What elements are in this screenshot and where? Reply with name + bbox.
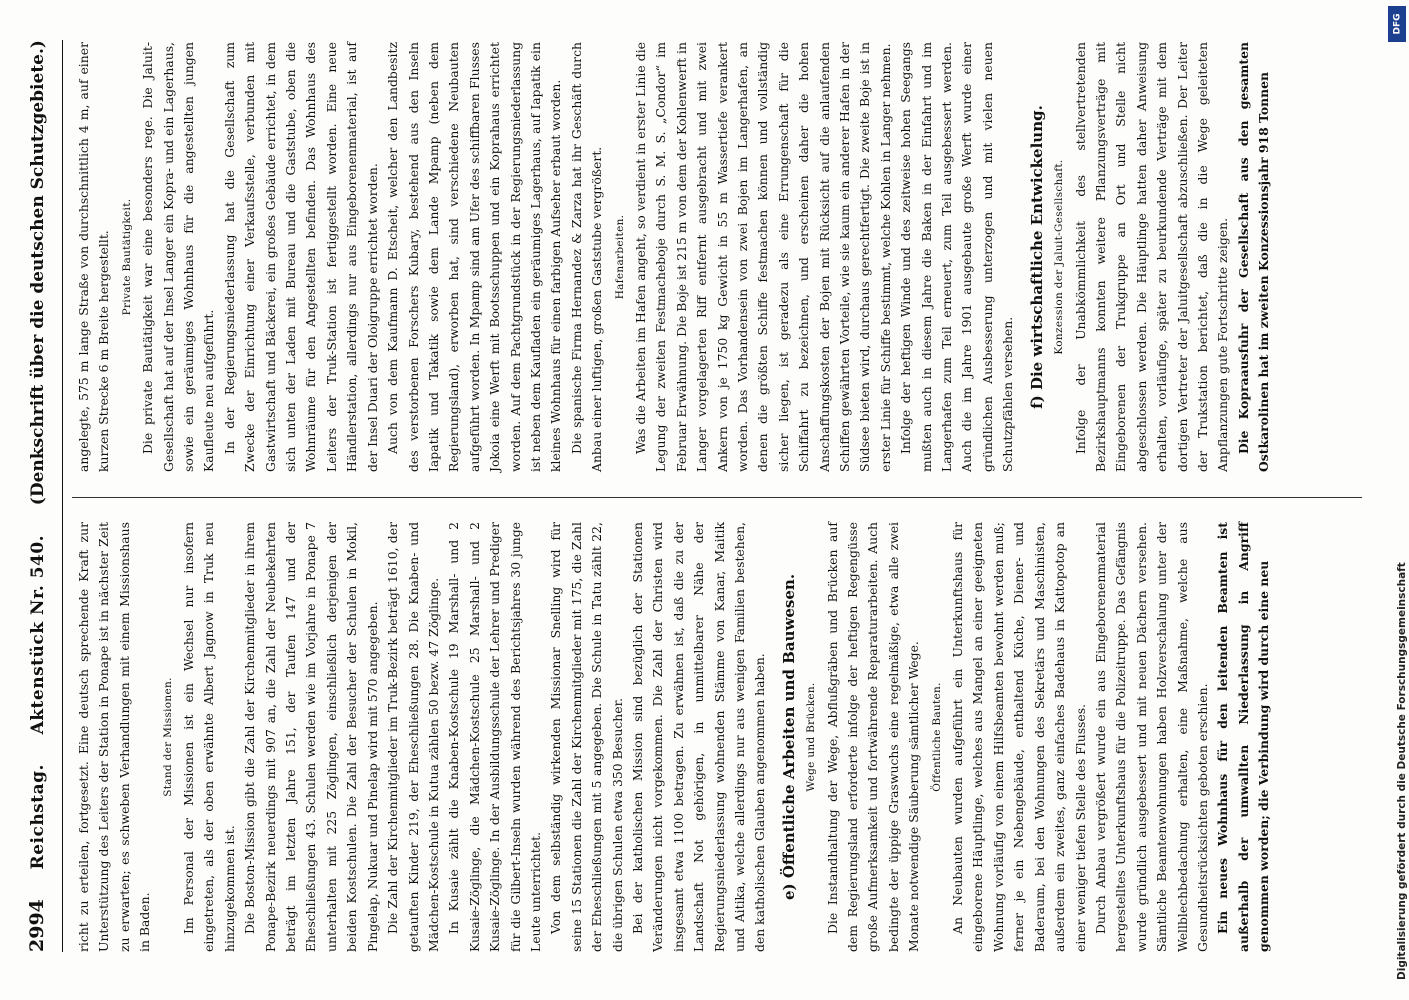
paragraph: Auch von dem Kaufmann D. Etscheit, welcher den Landbesitz des verstorbenen Forschers Kubary, bestehend aus den Inseln Iapatik und Takatik sowie dem Lande Mpamp (neben dem Regierungsland), erworben hat, sind verschiedene Neubauten aufgeführt worden. In Mpamp sind am Ufer des schiffbaren Flusses Jokoia eine Werft mit Bootsschuppen und ein Koprahaus errichtet worden. Auf dem Pachtgrundstück in der Regierungsniederlassung ist neben dem Kaufladen ein geräumiges Lagerhaus, auf Iapatik ein kleines Wohnhaus für einen farbigen Aufseher erbaut worden. [385,42,564,472]
subheading-jaluit: Konzession der Jaluit-Gesellschaft. [1053,159,1066,355]
paragraph: Infolge der heftigen Winde und des zeitweise hohen Seegangs mußten auch in diesem Jahre die Baken in der Einfahrt und im Langerhafen zum Teil erneuert, zum Teil ausgebessert werden. Auch die im Jahre 1901 ausgebaute große Werft wurde einer gründlichen Ausbesserung unterzogen und mit vielen neuen Schutzpfählen versehen. [898,42,1016,472]
column-divider [72,497,1362,498]
credit-text: Digitalisierung gefördert durch die Deutsche Forschungsgemeinschaft [1396,562,1408,980]
paragraph: Im Personal der Missionen ist ein Wechsel nur insofern eingetreten, als der oben erwähnte Albert Jagnow in Truk neu hinzugekommen ist. [181,522,237,952]
left-column [74,522,1275,952]
right-column [74,42,1275,472]
section-heading-f: f) Die wirtschaftliche Entwickelung. [1027,105,1046,409]
digitization-credit [1384,20,1408,980]
subheading-buildings: Öffentliche Bauten. [930,682,943,792]
paragraph: Die spanische Firma Hernandez & Zarza hat ihr Geschäft durch Anbau einer luftigen, großen Gaststube vergrößert. [568,42,605,472]
header-left-title: Reichstag. [28,764,48,870]
paragraph: Die Zahl der Kirchenmitglieder im Truk-Bezirk beträgt 1610, der getauften Kinder 219, der Eheschließungen 28. Die Knaben- und Mädchen-Kostschule in Kutua zählen 50 bezw. 47 Zöglinge. [385,522,441,952]
subheading-missions: Stand der Missionen. [161,677,174,797]
page-number: 2994 [26,899,48,952]
paragraph: Die Kopraausfuhr der Gesellschaft aus den gesamten Ostkarolinen hat im zweiten Konzessionsjahr 918 Tonnen [1235,42,1272,472]
section-heading-e: e) Öffentliche Arbeiten und Bauwesen. [779,573,798,901]
subheading-private-building: Private Bautätigkeit. [120,198,133,316]
paragraph: Von dem selbständig wirkenden Missionar Snelling wird für seine 15 Stationen die Zahl der Kirchenmitglieder mit 175, die Zahl der Eheschließungen mit 5 angegeben. Die Schule in Tatu zählt 22, die übrigen Schulen etwa 350 Besucher. [548,522,625,952]
subheading-roads: Wege und Brücken. [805,682,818,792]
paragraph: Durch Anbau vergrößert wurde ein aus Eingeborenenmaterial hergestelltes Unterkunftshaus für die Polizeitruppe. Das Gefängnis wurde gründlich ausgebessert und mit neuen Dächern versehen. Sämtliche Beamtenwohnungen haben Holzverschalung unter der Wellblechbedachung erhalten, eine Maßnahme, welche aus Gesundheitsrücksichten geboten erschien. [1092,522,1210,952]
paragraph: Die Instandhaltung der Wege, Abflußgräben und Brücken auf dem Regierungsland erforderte infolge der heftigen Regengüsse große Aufmerksamkeit und fortwährende Reparaturarbeiten. Auch bedingte der üppige Graswuchs eine regelmäßige, etwa alle zwei Monate notwendige Säuberung sämtlicher Wege. [824,522,922,952]
paragraph: richt zu erteilen, fortgesetzt. Eine deutsch sprechende Kraft zur Unterstützung des Leiters der Station in Ponape ist in nächster Zeit zu erwarten; es schweben Verhandlungen mit einem Missionshaus in Baden. [76,522,153,952]
paragraph: Was die Arbeiten im Hafen angeht, so verdient in erster Linie die Legung der zweiten Festmacheboje durch S. M. S. „Condor“ im Februar Erwähnung. Die Boje ist 215 m von dem der Kohlenwerft in Langer vorgelagerten Riff entfernt ausgebracht und mit zwei Ankern von je 1750 kg Gewicht in 55 m Wassertiefe verankert worden. Das Vorhandensein von zwei Bojen im Langerhafen, an denen die größten Schiffe festmachen können und vollständig sicher liegen, ist geradezu als eine Errungenschaft für die Schiffahrt zu bezeichnen, und erscheinen daher die hohen Anschaffungskosten der Bojen mit Rücksicht auf die anlaufenden Schiffen gewährten Vorteile, wie sie kaum ein anderer Hafen in der Südsee bieten wird, durchaus gerechtfertigt. Die zweite Boje ist in erster Linie für Schiffe bestimmt, welche Kohlen in Langer nehmen. [632,42,893,472]
paragraph: Ein neues Wohnhaus für den leitenden Beamten ist außerhalb der umwallten Niederlassung in Angriff genommen worden; die Verbindung wird durch eine neu [1215,522,1272,952]
paragraph: Die Boston-Mission gibt die Zahl der Kirchenmitglieder in ihrem Ponape-Bezirk neuerdings mit 907 an, die Zahl der Neubekehrten beträgt im letzten Jahre 151, der Taufen 147 und der Eheschließungen 43. Schulen werden wie im Vorjahre in Ponape 7 unterhalten mit 225 Zöglingen, einschließlich derjenigen der beiden Kostschulen. Die Zahl der Besucher der Schulen in Mokil, Pingelap, Nukuar und Pinelap wird mit 570 angegeben. [242,522,380,952]
page-header [26,40,63,952]
paragraph: In der Regierungsniederlassung hat die Gesellschaft zum Zwecke der Einrichtung einer Verkaufsstelle, verbunden mit Gastwirtschaft und Bäckerei, ein großes Gebäude errichtet, in dem sich unten der Laden mit Bureau und die Gaststube, oben die Wohnräume für den Angestellten befinden. Das Wohnhaus des Leiters der Truk-Station ist fertiggestellt worden. Eine neue Händlerstation, allerdings nur aus Eingeborenenmaterial, ist auf der Insel Duari der Oloigruppe errichtet worden. [221,42,380,472]
header-center-title: Aktenstück Nr. 540. [28,534,48,735]
paragraph: Die private Bautätigkeit war eine besonders rege. Die Jaluit-Gesellschaft hat auf der Insel Langer ein Kopra- und ein Lagerhaus, sowie ein geräumiges Wohnhaus für die angestellten jungen Kaufleute neu aufgeführt. [140,42,217,472]
paragraph: Bei der katholischen Mission sind bezüglich der Stationen Veränderungen nicht vorgekommen. Die Zahl der Christen wird insgesamt etwa 1100 betragen. Zu erwähnen ist, daß die zu der Landschaft Not gehörigen, in unmittelbarer Nähe der Regierungsniederlassung wohnenden Stämme von Kanar, Maitik und Aitika, welche allerdings nur aus wenigen Familien bestehen, den katholischen Glauben angenommen haben. [629,522,768,952]
dfg-logo-text: DFG [1392,13,1403,35]
paragraph: Infolge der Unabkömmlichkeit des stellvertretenden Bezirkshauptmanns konnten weitere Pflanzungsverträge mit Eingeborenen der Trukgruppe an Ort und Stelle nicht abgeschlossen werden. Die Häuptlinge hatten daher Anweisung erhalten, vorläufige, später zu beurkundende Verträge mit dem dortigen Vertreter der Jaluitgesellschaft abzuschließen. Der Leiter der Trukstation berichtet, daß die in die Wege geleiteten Anpflanzungen gute Fortschritte zeigen. [1072,42,1231,472]
dfg-logo [1388,6,1406,42]
header-right-title: (Denkschrift über die deutschen Schutzgebiete.) [28,40,48,506]
paragraph: angelegte, 575 m lange Straße von durchschnittlich 4 m, auf einer kurzen Strecke 6 m Breite hergestellt. [76,42,112,472]
paragraph: An Neubauten wurden aufgeführt ein Unterkunftshaus für eingeborene Häuptlinge, welches aus Mangel an einer geeigneten Wohnung vorläufig von einem Hilfsbeamten bewohnt werden muß; ferner je ein Nebengebäude, enthaltend Küche, Diener- und Baderaum, bei den Wohnungen des Sekretärs und Maschinisten, außerdem ein zweites, ganz einfaches Badehaus in Kattopotop an einer weniger tiefen Stelle des Flusses. [950,522,1088,952]
subheading-harbor: Hafenarbeiten. [613,214,626,300]
paragraph: In Kusaie zählt die Knaben-Kostschule 19 Marshall- und 2 Kusaie-Zöglinge, die Mädchen-Kostschule 25 Marshall- und 2 Kusaie-Zöglinge. In der Ausbildungsschule der Lehrer und Prediger für die Gilbert-Inseln wurden während des Berichtsjahres 30 junge Leute unterrichtet. [446,522,543,952]
